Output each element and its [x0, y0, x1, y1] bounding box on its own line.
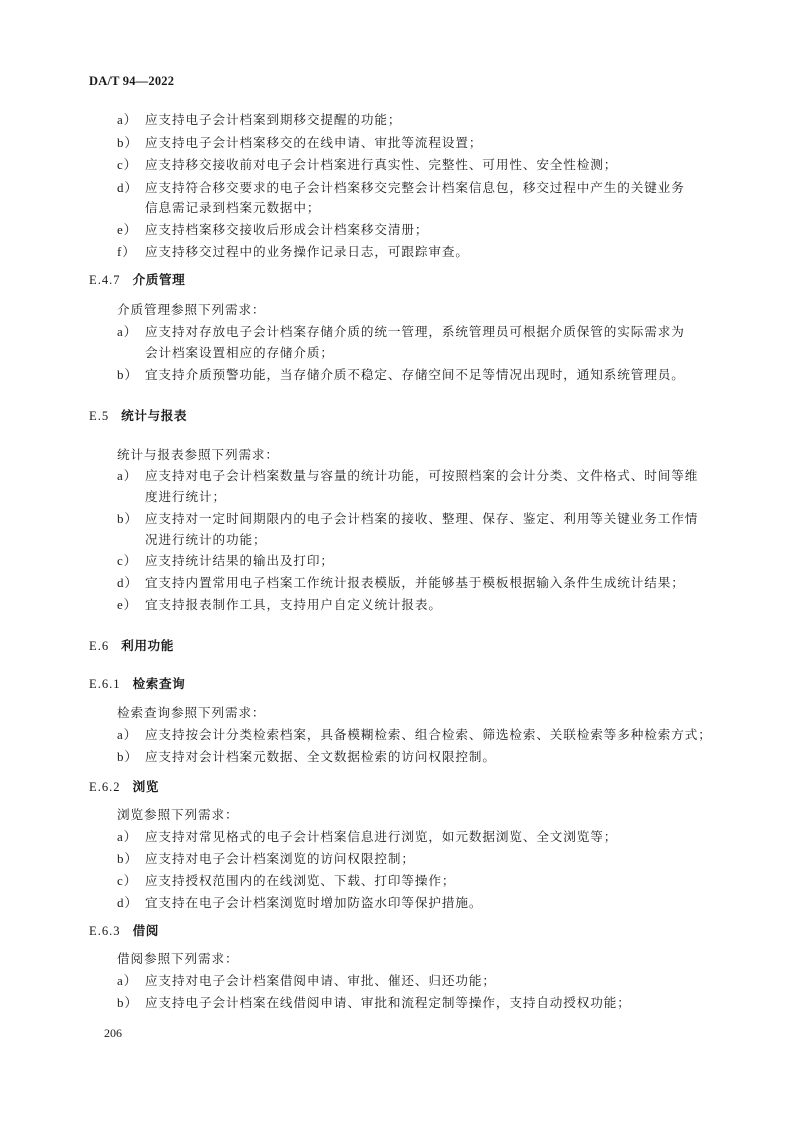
list-item — [117, 727, 712, 743]
section-title: 利用功能 — [121, 638, 174, 653]
list-marker: b） — [117, 851, 139, 866]
list-item-text: 应支持电子会计档案到期移交提醒的功能； — [145, 112, 402, 127]
list-item-continuation: 信息需记录到档案元数据中； — [145, 200, 321, 215]
list-item — [117, 180, 685, 196]
standard-header: DA/T 94—2022 — [89, 74, 175, 88]
list-item-text: 应支持对常见格式的电子会计档案信息进行浏览，如元数据浏览、全文浏览等； — [145, 829, 618, 844]
intro-paragraph: 介质管理参照下列需求： — [117, 302, 266, 317]
list-marker: d） — [117, 895, 139, 910]
list-marker: d） — [117, 575, 139, 590]
list-item-text: 应支持移交过程中的业务操作记录日志，可跟踪审查。 — [145, 244, 469, 259]
list-item-text: 宜支持在电子会计档案浏览时增加防盗水印等保护措施。 — [145, 895, 483, 910]
section-title: 介质管理 — [132, 272, 186, 287]
list-marker: c） — [117, 553, 138, 568]
list-item — [117, 157, 617, 173]
list-item-continuation: 况进行统计的功能； — [145, 532, 267, 547]
list-item-continuation: 度进行统计； — [145, 489, 226, 504]
section-heading — [89, 673, 185, 692]
list-item-text: 应支持授权范围内的在线浏览、下载、打印等操作； — [145, 873, 456, 888]
list-marker: a） — [117, 324, 138, 339]
section-title: 检索查询 — [132, 676, 186, 691]
list-item — [117, 851, 415, 867]
section-title: 浏览 — [132, 779, 159, 794]
section-heading — [89, 405, 187, 424]
intro-paragraph: 浏览参照下列需求： — [117, 807, 239, 822]
section-number: E.6 — [89, 639, 110, 653]
list-item — [117, 597, 442, 613]
list-item-text: 应支持对会计档案元数据、全文数据检索的访问权限控制。 — [145, 749, 496, 764]
section-number: E.5 — [89, 409, 110, 423]
list-item — [117, 367, 685, 383]
list-item — [117, 829, 617, 845]
list-marker: f） — [117, 244, 137, 259]
list-marker: b） — [117, 749, 139, 764]
section-number: E.6.1 — [89, 677, 121, 691]
list-marker: a） — [117, 468, 138, 483]
intro-paragraph: 统计与报表参照下列需求： — [117, 447, 279, 462]
list-item — [117, 553, 334, 569]
list-item — [117, 112, 401, 128]
list-item-text: 应支持对存放电子会计档案存储介质的统一管理，系统管理员可根据介质保管的实际需求为 — [145, 324, 685, 339]
section-heading — [89, 269, 185, 288]
list-item — [117, 324, 685, 340]
list-marker: a） — [117, 973, 138, 988]
list-marker: a） — [117, 727, 138, 742]
list-item — [117, 222, 428, 238]
list-item-text: 应支持档案移交接收后形成会计档案移交清册； — [145, 222, 429, 237]
list-item-text: 应支持移交接收前对电子会计档案进行真实性、完整性、可用性、安全性检测； — [145, 157, 618, 172]
list-item-text: 应支持符合移交要求的电子会计档案移交完整会计档案信息包，移交过程中产生的关键业务 — [145, 180, 685, 195]
intro-paragraph: 借阅参照下列需求： — [117, 951, 239, 966]
intro-paragraph: 检索查询参照下列需求： — [117, 705, 266, 720]
list-item — [117, 749, 496, 765]
list-item-text: 应支持电子会计档案在线借阅申请、审批和流程定制等操作，支持自动授权功能； — [145, 995, 631, 1010]
list-item — [117, 995, 631, 1011]
section-heading — [89, 920, 159, 939]
list-item-text: 应支持按会计分类检索档案，具备模糊检索、组合检索、筛选检索、关联检索等多种检索方式； — [145, 727, 712, 742]
list-item — [117, 468, 698, 484]
list-marker: e） — [117, 597, 138, 612]
list-item-text: 应支持对电子会计档案浏览的访问权限控制； — [145, 851, 415, 866]
page-number: 206 — [104, 1026, 122, 1040]
list-marker: e） — [117, 222, 138, 237]
list-item — [117, 895, 482, 911]
list-marker: b） — [117, 367, 139, 382]
list-item — [117, 511, 698, 527]
list-item-text: 应支持统计结果的输出及打印； — [145, 553, 334, 568]
section-title: 借阅 — [132, 923, 159, 938]
section-heading — [89, 776, 159, 795]
list-item-text: 应支持对电子会计档案数量与容量的统计功能，可按照档案的会计分类、文件格式、时间等维 — [145, 468, 699, 483]
list-marker: d） — [117, 180, 139, 195]
list-item — [117, 244, 469, 260]
list-item-text: 应支持电子会计档案移交的在线申请、审批等流程设置； — [145, 135, 483, 150]
list-item-text: 宜支持介质预警功能，当存储介质不稳定、存储空间不足等情况出现时，通知系统管理员。 — [145, 367, 685, 382]
list-item-text: 应支持对电子会计档案借阅申请、审批、催还、归还功能； — [145, 973, 496, 988]
section-number: E.6.2 — [89, 780, 121, 794]
list-item — [117, 873, 455, 889]
section-title: 统计与报表 — [121, 408, 188, 423]
list-marker: c） — [117, 873, 138, 888]
list-marker: b） — [117, 135, 139, 150]
list-marker: b） — [117, 995, 139, 1010]
list-item-text: 宜支持内置常用电子档案工作统计报表模版，并能够基于模板根据输入条件生成统计结果； — [145, 575, 685, 590]
list-item — [117, 575, 685, 591]
list-marker: c） — [117, 157, 138, 172]
list-marker: a） — [117, 112, 138, 127]
list-marker: b） — [117, 511, 139, 526]
section-heading — [89, 635, 174, 654]
list-marker: a） — [117, 829, 138, 844]
list-item — [117, 135, 482, 151]
section-number: E.4.7 — [89, 273, 121, 287]
list-item — [117, 973, 496, 989]
section-number: E.6.3 — [89, 924, 121, 938]
list-item-text: 宜支持报表制作工具，支持用户自定义统计报表。 — [145, 597, 442, 612]
list-item-continuation: 会计档案设置相应的存储介质； — [145, 345, 334, 360]
list-item-text: 应支持对一定时间期限内的电子会计档案的接收、整理、保存、鉴定、利用等关键业务工作情 — [145, 511, 699, 526]
